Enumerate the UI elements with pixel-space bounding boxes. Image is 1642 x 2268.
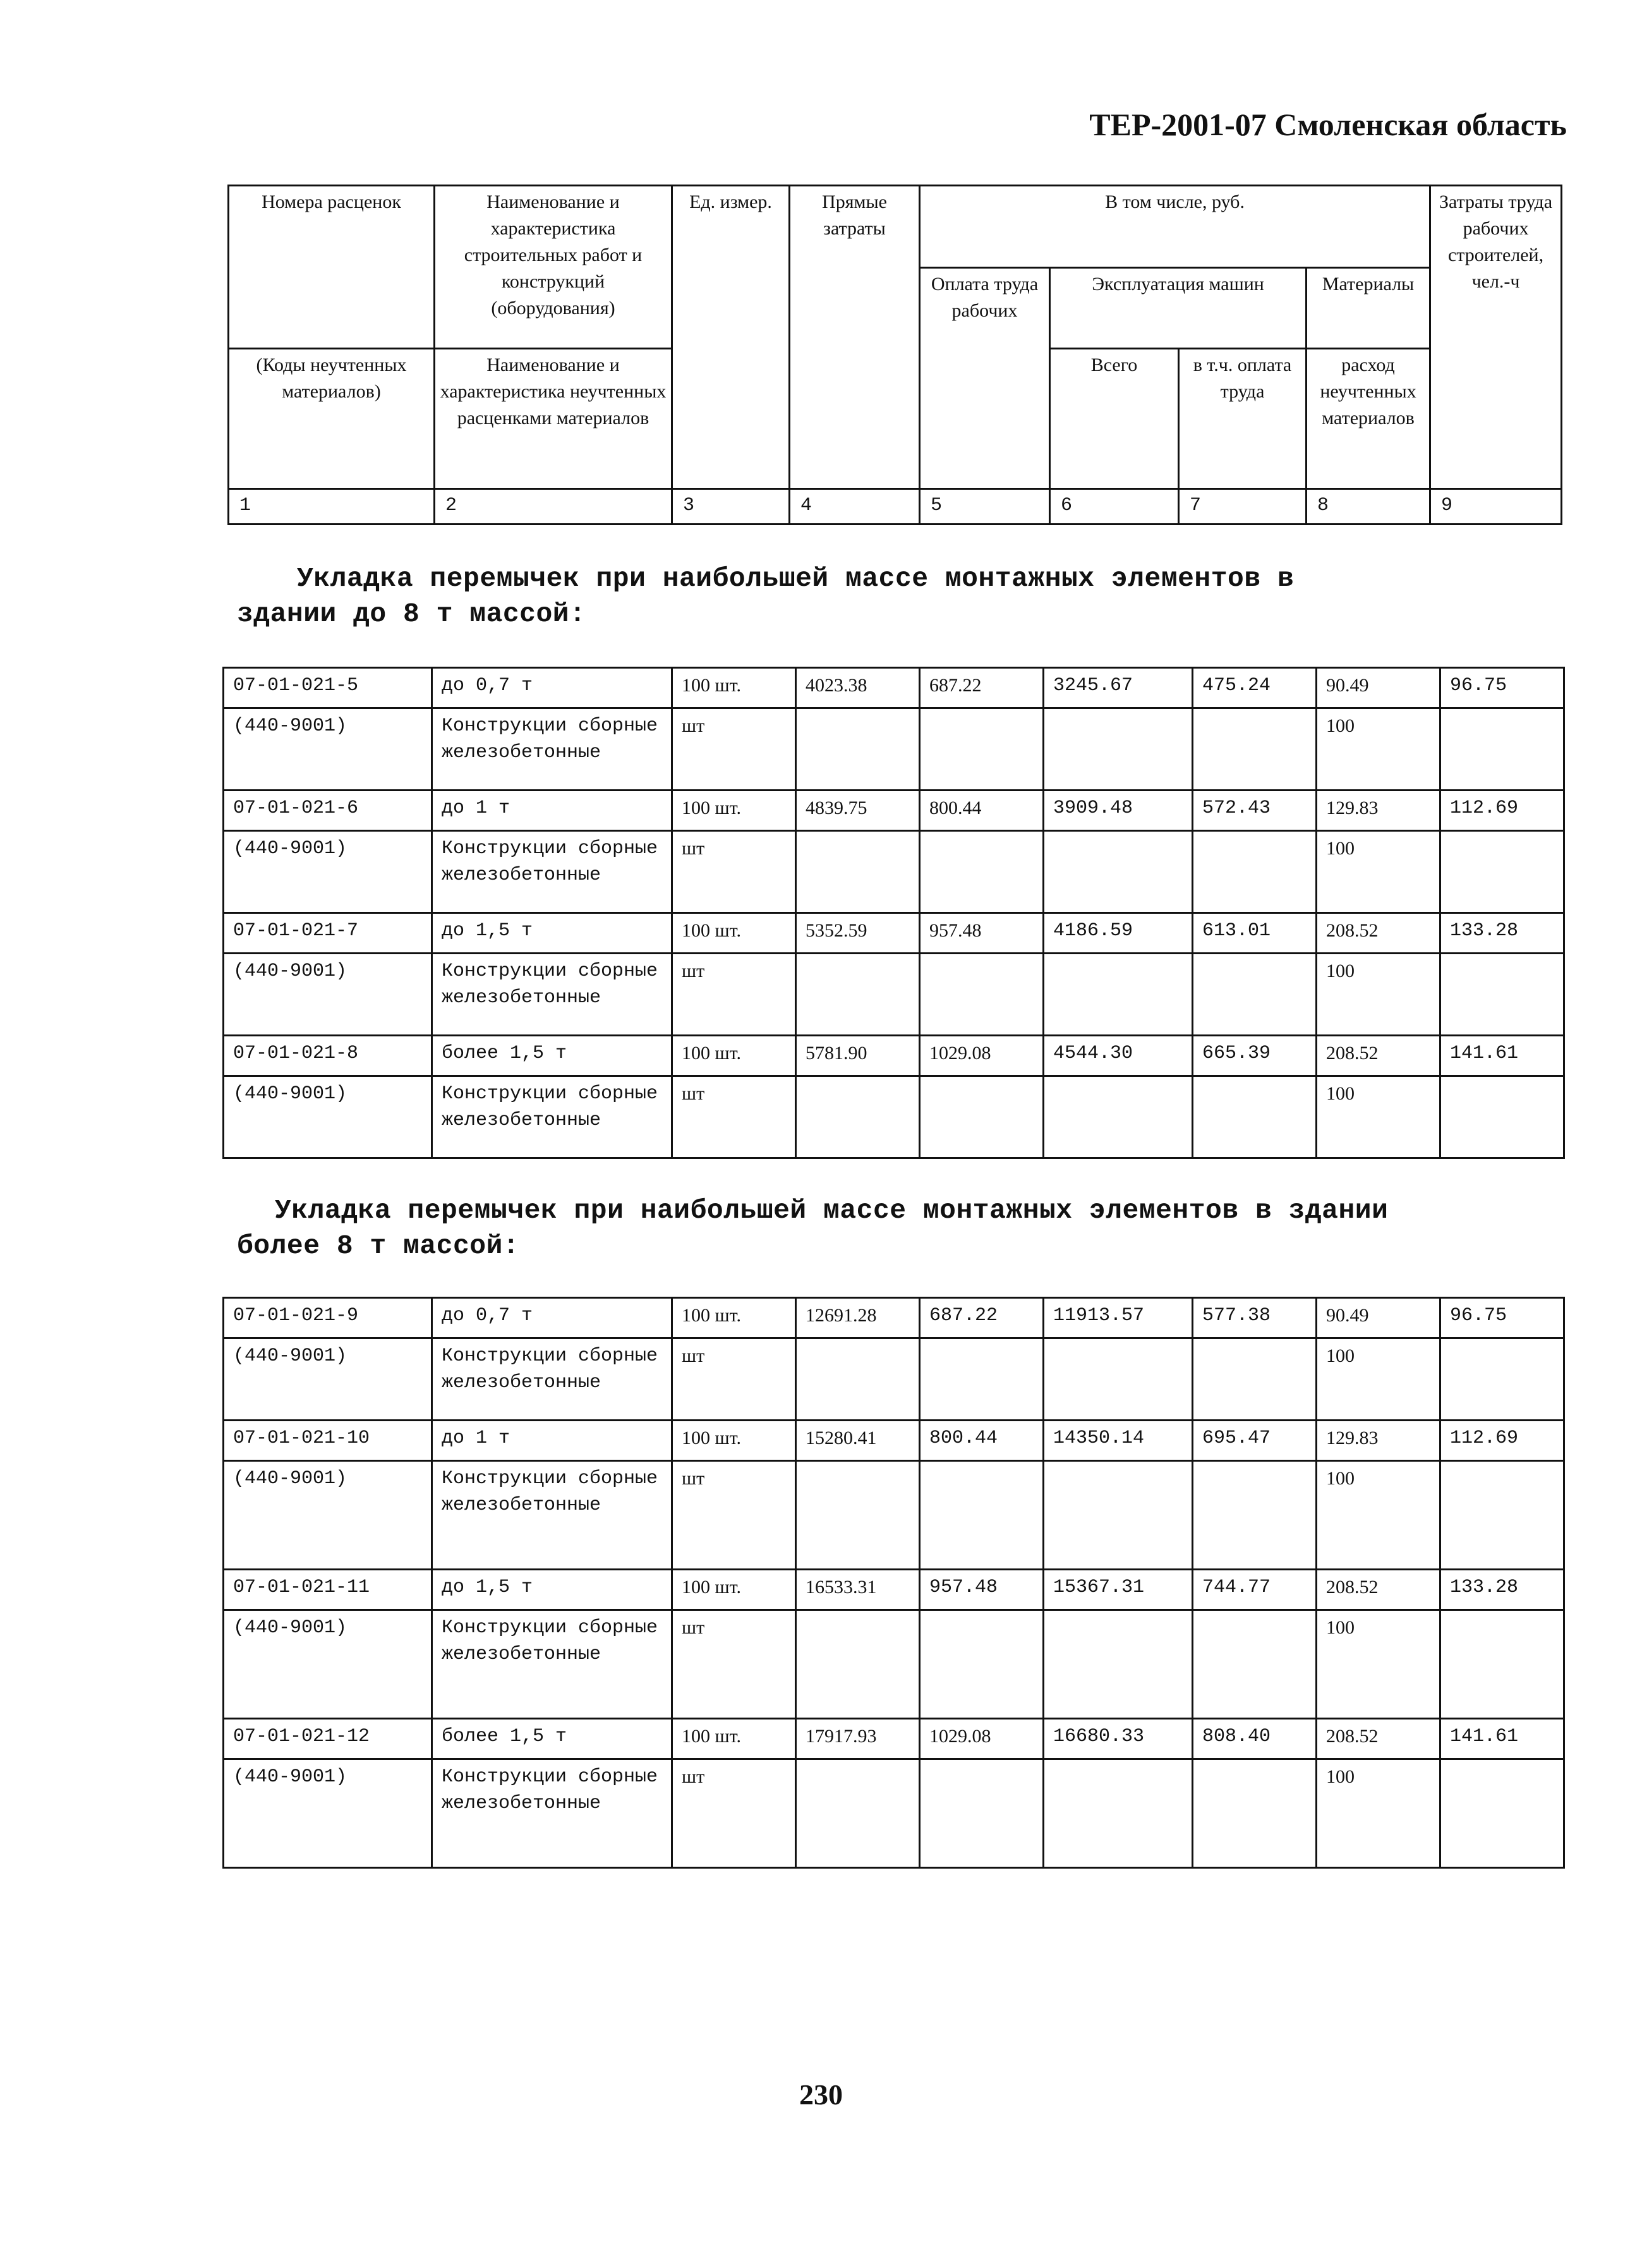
material-code: (440-9001) xyxy=(224,1338,432,1421)
unit: 100 шт. xyxy=(672,1570,796,1610)
labor-hours: 96.75 xyxy=(1440,1298,1564,1338)
machines-labor: 475.24 xyxy=(1193,668,1317,708)
labor-hours: 96.75 xyxy=(1440,668,1564,708)
machines-total: 3909.48 xyxy=(1044,791,1193,831)
material-code: (440-9001) xyxy=(224,954,432,1036)
material-unit: шт xyxy=(672,1461,796,1570)
labor-pay: 800.44 xyxy=(920,791,1044,831)
direct-costs: 4023.38 xyxy=(796,668,920,708)
material-unit: шт xyxy=(672,831,796,913)
header-material-codes: (Коды неучтенных материалов) xyxy=(229,349,435,489)
material-unit: шт xyxy=(672,1076,796,1158)
material-name: Конструкции сборные железобетонные xyxy=(432,831,672,913)
labor-pay: 957.48 xyxy=(920,913,1044,954)
section-1-table xyxy=(222,667,1565,1159)
header-work-name: Наименование и характеристика строительных работ и конструкций (оборудования) xyxy=(435,186,672,349)
table-row xyxy=(224,1461,1564,1570)
labor-hours: 133.28 xyxy=(1440,913,1564,954)
table-row xyxy=(224,1421,1564,1461)
header-materials: Материалы xyxy=(1307,268,1430,349)
machines-labor: 744.77 xyxy=(1193,1570,1317,1610)
header-machines-total: Всего xyxy=(1050,349,1179,489)
table-row xyxy=(224,708,1564,791)
material-code: (440-9001) xyxy=(224,1076,432,1158)
header-number-7: 7 xyxy=(1179,489,1307,525)
work-name: до 1,5 т xyxy=(432,1570,672,1610)
rate-code: 07-01-021-12 xyxy=(224,1719,432,1759)
direct-costs: 17917.93 xyxy=(796,1719,920,1759)
work-name: до 1,5 т xyxy=(432,913,672,954)
material-name: Конструкции сборные железобетонные xyxy=(432,1076,672,1158)
rate-code: 07-01-021-5 xyxy=(224,668,432,708)
work-name: до 0,7 т xyxy=(432,1298,672,1338)
page-title: ТЕР-2001-07 Смоленская область xyxy=(1089,107,1567,142)
work-name: до 0,7 т xyxy=(432,668,672,708)
materials: 90.49 xyxy=(1317,668,1440,708)
material-code: (440-9001) xyxy=(224,1461,432,1570)
table-row xyxy=(224,1610,1564,1719)
table-row xyxy=(224,1719,1564,1759)
material-unit: шт xyxy=(672,1759,796,1868)
header-number-2: 2 xyxy=(435,489,672,525)
material-quantity: 100 xyxy=(1317,1338,1440,1421)
materials: 208.52 xyxy=(1317,1036,1440,1076)
header-number-1: 1 xyxy=(229,489,435,525)
machines-total: 4544.30 xyxy=(1044,1036,1193,1076)
direct-costs: 16533.31 xyxy=(796,1570,920,1610)
unit: 100 шт. xyxy=(672,668,796,708)
machines-total: 14350.14 xyxy=(1044,1421,1193,1461)
table-row xyxy=(224,831,1564,913)
material-quantity: 100 xyxy=(1317,1076,1440,1158)
rate-code: 07-01-021-11 xyxy=(224,1570,432,1610)
labor-pay: 687.22 xyxy=(920,668,1044,708)
material-code: (440-9001) xyxy=(224,1610,432,1719)
machines-labor: 613.01 xyxy=(1193,913,1317,954)
material-unit: шт xyxy=(672,708,796,791)
material-code: (440-9001) xyxy=(224,831,432,913)
material-unit: шт xyxy=(672,954,796,1036)
work-name: до 1 т xyxy=(432,791,672,831)
labor-pay: 1029.08 xyxy=(920,1719,1044,1759)
material-unit: шт xyxy=(672,1338,796,1421)
column-header-table xyxy=(227,185,1562,525)
machines-total: 15367.31 xyxy=(1044,1570,1193,1610)
material-name: Конструкции сборные железобетонные xyxy=(432,1759,672,1868)
table-row xyxy=(224,668,1564,708)
work-name: более 1,5 т xyxy=(432,1036,672,1076)
table-row xyxy=(224,1036,1564,1076)
materials: 208.52 xyxy=(1317,913,1440,954)
section-2-title xyxy=(237,1193,1388,1264)
unit: 100 шт. xyxy=(672,1421,796,1461)
machines-total: 3245.67 xyxy=(1044,668,1193,708)
section-2-table xyxy=(222,1297,1565,1869)
material-unit: шт xyxy=(672,1610,796,1719)
material-quantity: 100 xyxy=(1317,831,1440,913)
direct-costs: 12691.28 xyxy=(796,1298,920,1338)
page-number: 230 xyxy=(799,2078,843,2111)
unit: 100 шт. xyxy=(672,791,796,831)
labor-pay: 687.22 xyxy=(920,1298,1044,1338)
section-2-title-line-1: Укладка перемычек при наибольшей массе монтажных элементов в здании xyxy=(275,1195,1389,1226)
table-row xyxy=(224,1338,1564,1421)
header-material-name: Наименование и характеристика неучтенных расценками материалов xyxy=(435,349,672,489)
labor-pay: 1029.08 xyxy=(920,1036,1044,1076)
labor-pay: 957.48 xyxy=(920,1570,1044,1610)
work-name: более 1,5 т xyxy=(432,1719,672,1759)
material-name: Конструкции сборные железобетонные xyxy=(432,1338,672,1421)
machines-labor: 665.39 xyxy=(1193,1036,1317,1076)
rate-code: 07-01-021-6 xyxy=(224,791,432,831)
material-code: (440-9001) xyxy=(224,1759,432,1868)
work-name: до 1 т xyxy=(432,1421,672,1461)
header-number-3: 3 xyxy=(672,489,790,525)
labor-hours: 112.69 xyxy=(1440,1421,1564,1461)
labor-hours: 141.61 xyxy=(1440,1719,1564,1759)
rate-code: 07-01-021-7 xyxy=(224,913,432,954)
unit: 100 шт. xyxy=(672,913,796,954)
unit: 100 шт. xyxy=(672,1298,796,1338)
labor-hours: 141.61 xyxy=(1440,1036,1564,1076)
machines-labor: 577.38 xyxy=(1193,1298,1317,1338)
rate-code: 07-01-021-10 xyxy=(224,1421,432,1461)
table-row xyxy=(224,954,1564,1036)
material-quantity: 100 xyxy=(1317,1461,1440,1570)
header-number-6: 6 xyxy=(1050,489,1179,525)
materials: 208.52 xyxy=(1317,1570,1440,1610)
material-code: (440-9001) xyxy=(224,708,432,791)
header-number-9: 9 xyxy=(1430,489,1562,525)
direct-costs: 4839.75 xyxy=(796,791,920,831)
table-row xyxy=(224,791,1564,831)
header-labor-pay: Оплата труда рабочих xyxy=(920,268,1050,489)
unit: 100 шт. xyxy=(672,1719,796,1759)
table-row xyxy=(224,1076,1564,1158)
section-1-title xyxy=(237,561,1294,632)
material-quantity: 100 xyxy=(1317,708,1440,791)
header-number-5: 5 xyxy=(920,489,1050,525)
materials: 208.52 xyxy=(1317,1719,1440,1759)
header-direct-costs: Прямые затраты xyxy=(790,186,920,489)
materials: 129.83 xyxy=(1317,1421,1440,1461)
rate-code: 07-01-021-8 xyxy=(224,1036,432,1076)
table-row xyxy=(224,913,1564,954)
machines-labor: 695.47 xyxy=(1193,1421,1317,1461)
header-codes: Номера расценок xyxy=(229,186,435,349)
material-name: Конструкции сборные железобетонные xyxy=(432,708,672,791)
table-row xyxy=(224,1298,1564,1338)
material-quantity: 100 xyxy=(1317,1759,1440,1868)
material-name: Конструкции сборные железобетонные xyxy=(432,1461,672,1570)
header-including: В том числе, руб. xyxy=(920,186,1430,268)
header-number-8: 8 xyxy=(1307,489,1430,525)
header-machines-labor: в т.ч. оплата труда xyxy=(1179,349,1307,489)
material-name: Конструкции сборные железобетонные xyxy=(432,1610,672,1719)
materials: 129.83 xyxy=(1317,791,1440,831)
materials: 90.49 xyxy=(1317,1298,1440,1338)
material-name: Конструкции сборные железобетонные xyxy=(432,954,672,1036)
header-unit: Ед. измер. xyxy=(672,186,790,489)
unit: 100 шт. xyxy=(672,1036,796,1076)
table-row xyxy=(224,1570,1564,1610)
labor-hours: 133.28 xyxy=(1440,1570,1564,1610)
direct-costs: 5781.90 xyxy=(796,1036,920,1076)
header-material-consumption: расход неучтенных материалов xyxy=(1307,349,1430,489)
table-row xyxy=(224,1759,1564,1868)
labor-pay: 800.44 xyxy=(920,1421,1044,1461)
material-quantity: 100 xyxy=(1317,1610,1440,1719)
section-1-title-line-1: Укладка перемычек при наибольшей массе монтажных элементов в xyxy=(297,563,1295,594)
machines-labor: 808.40 xyxy=(1193,1719,1317,1759)
machines-total: 11913.57 xyxy=(1044,1298,1193,1338)
header-number-4: 4 xyxy=(790,489,920,525)
header-labor-hours: Затраты труда рабочих строителей, чел.-ч xyxy=(1430,186,1562,489)
labor-hours: 112.69 xyxy=(1440,791,1564,831)
machines-total: 4186.59 xyxy=(1044,913,1193,954)
material-quantity: 100 xyxy=(1317,954,1440,1036)
direct-costs: 5352.59 xyxy=(796,913,920,954)
direct-costs: 15280.41 xyxy=(796,1421,920,1461)
header-machines: Эксплуатация машин xyxy=(1050,268,1307,349)
section-2-title-line-2: более 8 т массой: xyxy=(237,1230,520,1261)
machines-total: 16680.33 xyxy=(1044,1719,1193,1759)
section-1-title-line-2: здании до 8 т массой: xyxy=(237,598,586,629)
machines-labor: 572.43 xyxy=(1193,791,1317,831)
rate-code: 07-01-021-9 xyxy=(224,1298,432,1338)
